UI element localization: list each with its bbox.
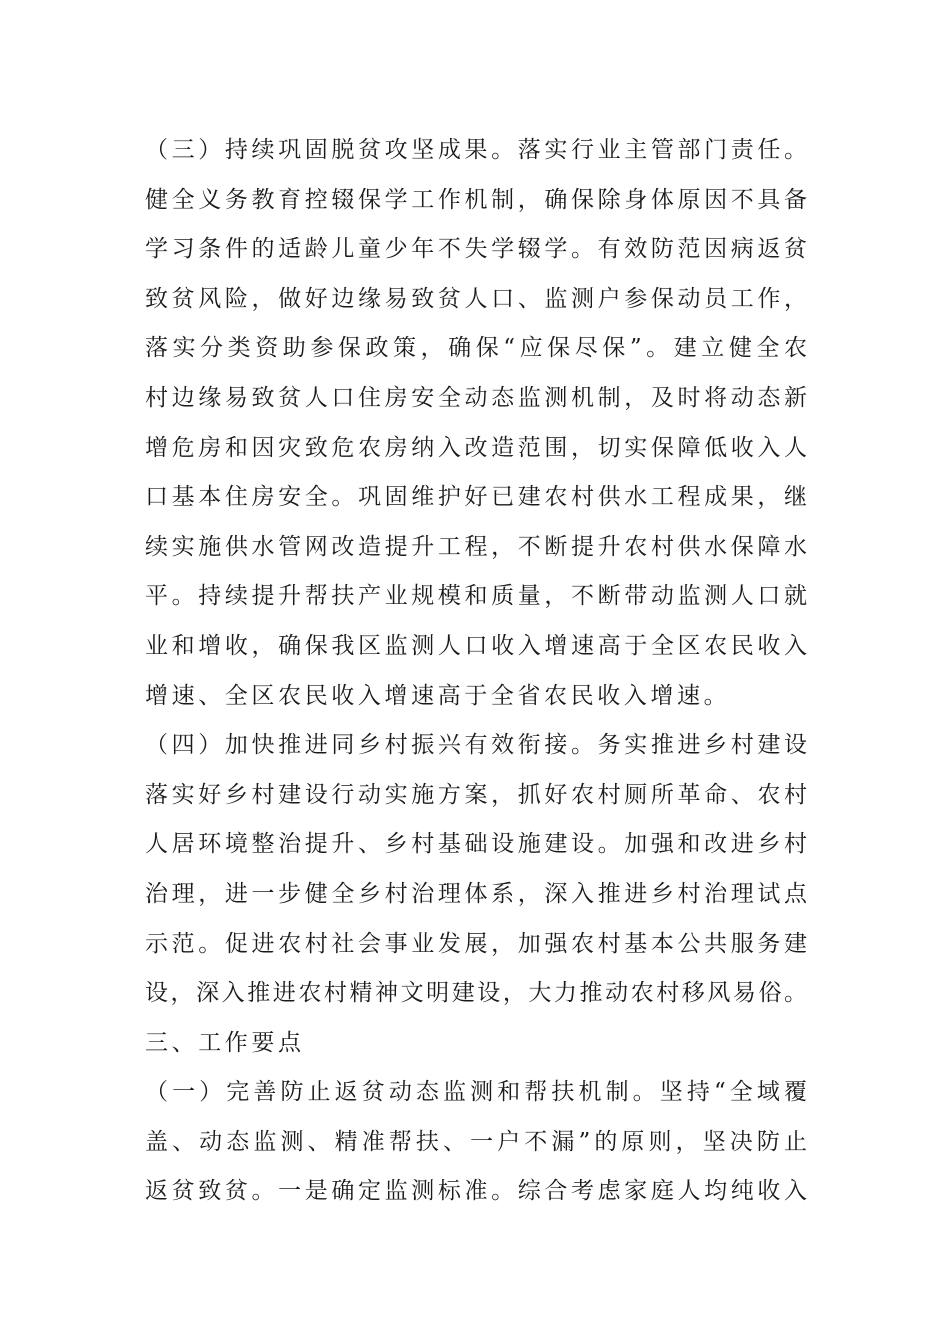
text-line: 设，深入推进农村精神文明建设，大力推动农村移风易俗。 [145, 980, 807, 1007]
document-body [145, 126, 807, 1217]
text-line: 示范。促进农村社会事业发展，加强农村基本公共服务建 [145, 930, 807, 957]
section-heading: 三、工作要点 [145, 1029, 305, 1056]
text-line: 增速、全区农民收入增速高于全省农民收入增速。 [145, 682, 731, 709]
text-line: 健全义务教育控辍保学工作机制，确保除身体原因不具备 [145, 186, 807, 213]
text-line: （三）持续巩固脱贫攻坚成果。落实行业主管部门责任。 [145, 137, 807, 163]
text-line: 续实施供水管网改造提升工程，不断提升农村供水保障水 [145, 533, 807, 560]
text-line: 业和增收，确保我区监测人口收入增速高于全区农民收入 [145, 632, 807, 659]
text-line: （一）完善防止返贫动态监测和帮扶机制。坚持“全域覆 [145, 1079, 807, 1106]
text-line: 返贫致贫。一是确定监测标准。综合考虑家庭人均纯收入 [145, 1178, 807, 1205]
text-line: 落实好乡村建设行动实施方案，抓好农村厕所革命、农村 [145, 781, 807, 808]
text-line: 致贫风险，做好边缘易致贫人口、监测户参保动员工作， [145, 285, 807, 312]
text-line: 学习条件的适龄儿童少年不失学辍学。有效防范因病返贫 [145, 236, 807, 263]
text-line: 落实分类资助参保政策，确保“应保尽保”。建立健全农 [145, 335, 807, 362]
text-line: 平。持续提升帮扶产业规模和质量，不断带动监测人口就 [145, 583, 807, 610]
text-line: 增危房和因灾致危农房纳入改造范围，切实保障低收入人 [145, 434, 807, 461]
text-line: 人居环境整治提升、乡村基础设施建设。加强和改进乡村 [145, 831, 807, 858]
text-line: 治理，进一步健全乡村治理体系，深入推进乡村治理试点 [145, 880, 807, 907]
text-line: 口基本住房安全。巩固维护好已建农村供水工程成果，继 [145, 484, 807, 511]
text-line: 村边缘易致贫人口住房安全动态监测机制，及时将动态新 [145, 384, 807, 411]
text-line: 盖、动态监测、精准帮扶、一户不漏”的原则，坚决防止 [145, 1128, 807, 1155]
text-line: （四）加快推进同乡村振兴有效衔接。务实推进乡村建设 [145, 732, 807, 759]
